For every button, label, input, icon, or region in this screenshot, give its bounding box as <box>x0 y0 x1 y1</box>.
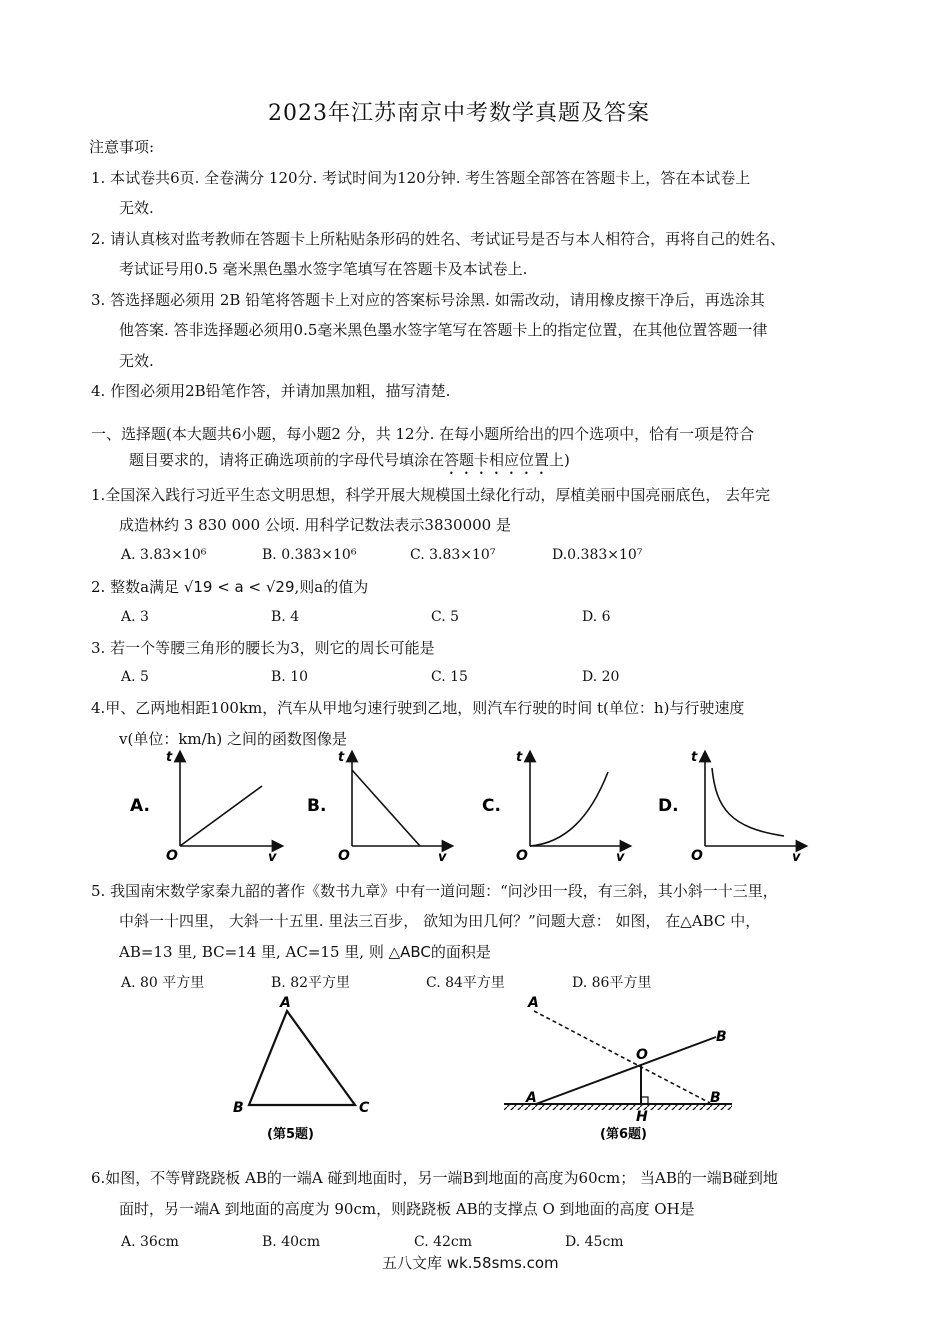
q4-graph-d <box>658 750 802 865</box>
q4-graph-a-label: A. <box>130 796 150 816</box>
q2-stem-a: 2. 整数a满足 <box>91 578 180 596</box>
q3-option-c: C. 15 <box>431 669 468 685</box>
q2-option-d: D. 6 <box>582 609 611 625</box>
q6-option-c: C. 42cm <box>414 1234 473 1250</box>
q4-graphs <box>120 748 820 868</box>
section-1-instruction-a: 题目要求的，请将正确选项前的字母代号填涂在 <box>129 451 445 469</box>
q5-stem-line-3-b: 的面积是 <box>430 943 491 961</box>
q6-stem-line-2: 面时，另一端A 到地面的高度为 90cm，则跷跷板 AB的支撑点 O 到地面的高度 OH是 <box>119 1200 695 1218</box>
fig6-label-b-top: B <box>716 1029 727 1045</box>
q4-graph-d-t-label: t <box>691 750 698 765</box>
q4-stem-line-2: v(单位：km/h) 之间的函数图像是 <box>119 730 347 748</box>
q1-option-d: D.0.383×10⁷ <box>552 547 643 563</box>
section-1-instruction <box>129 450 570 478</box>
seesaw-dashed-position <box>534 1011 710 1103</box>
q4-graph-c <box>482 750 626 865</box>
fig6-label-a-top: A <box>528 995 539 1011</box>
seesaw-solid-position <box>536 1037 716 1104</box>
q2-inequality: √19 < a < √29 <box>183 578 295 596</box>
notice-item-2-line-1: 2. 请认真核对监考教师在答题卡上所粘贴条形码的姓名、考试证号是否与本人相符合，再将自己的姓名、 <box>91 230 786 248</box>
q5-option-c: C. 84平方里 <box>426 975 505 991</box>
q1-stem-line-2: 成造林约 3 830 000 公顷. 用科学记数法表示3830000 是 <box>119 516 511 534</box>
q6-option-b: B. 40cm <box>262 1234 321 1250</box>
section-1-emphasis: 答题卡相应位置 <box>444 451 550 469</box>
q4-graph-c-t-label: t <box>516 750 523 765</box>
q4-graph-b-line <box>352 770 420 846</box>
notice-heading: 注意事项: <box>89 138 155 156</box>
q5-stem-line-3 <box>119 942 491 962</box>
q3-stem: 3. 若一个等腰三角形的腰长为3，则它的周长可能是 <box>91 639 435 657</box>
q5-option-b: B. 82平方里 <box>271 975 351 991</box>
q5-stem-line-1: 5. 我国南宋数学家秦九韶的著作《数书九章》中有一道问题：“问沙田一段，有三斜，其小斜一十三里， <box>91 882 778 900</box>
q5-stem-line-2: 中斜一十四里， 大斜一十五里. 里法三百步， 欲知为田几何？”问题大意： 如图， 在△ABC 中， <box>119 912 761 930</box>
q4-graph-b <box>307 750 448 865</box>
q5-triangle-abc: △ABC <box>388 943 431 961</box>
q5-option-d: D. 86平方里 <box>572 975 652 991</box>
q4-graph-b-v-label: v <box>438 850 447 865</box>
q4-graph-c-curve <box>530 772 608 846</box>
fig5-caption: (第5题) <box>267 1127 314 1142</box>
q4-graph-d-label: D. <box>658 796 679 816</box>
q6-stem-line-1: 6.如图，不等臂跷跷板 AB的一端A 碰到地面时，另一端B到地面的高度为60cm； 当AB的一端B碰到地 <box>91 1169 778 1187</box>
notice-item-3-line-2: 他答案. 答非选择题必须用0.5毫米黑色墨水签字笔写在答题卡上的指定位置，在其他位置答题一律 <box>119 321 768 339</box>
fig6-label-b-bottom: B <box>710 1090 721 1106</box>
figure-5-triangle <box>225 995 385 1145</box>
notice-item-3-line-3: 无效. <box>119 352 154 370</box>
q4-graph-d-v-label: v <box>792 850 801 865</box>
section-1-heading: 一、选择题(本大题共6小题，每小题2 分，共 12分. 在每小题所给出的四个选项中，恰有一项是符合 <box>91 425 755 443</box>
q1-option-c: C. 3.83×10⁷ <box>410 547 496 563</box>
fig6-label-h: H <box>636 1109 648 1125</box>
triangle-abc-shape <box>249 1011 355 1105</box>
q5-stem-line-3-a: AB=13 里, BC=14 里, AC=15 里, 则 <box>119 943 384 961</box>
q4-graph-a <box>130 750 278 865</box>
q3-option-a: A. 5 <box>121 669 149 685</box>
q5-option-a: A. 80 平方里 <box>121 975 205 991</box>
notice-item-2-line-2: 考试证号用0.5 毫米黑色墨水签字笔填写在答题卡及本试卷上. <box>119 260 528 278</box>
q4-graph-b-label: B. <box>307 796 327 816</box>
q4-graph-b-origin: O <box>338 848 350 864</box>
fig5-vertex-c: C <box>359 1100 370 1116</box>
q4-graph-a-line <box>180 786 262 846</box>
notice-item-4: 4. 作图必须用2B铅笔作答，并请加黑加粗，描写清楚. <box>91 382 451 400</box>
page-title: 2023年江苏南京中考数学真题及答案 <box>268 101 650 126</box>
q4-stem-line-1: 4.甲、乙两地相距100km，汽车从甲地匀速行驶到乙地，则汽车行驶的时间 t(单位：h)与行驶速度 <box>91 699 745 717</box>
q2-option-a: A. 3 <box>121 609 149 625</box>
section-1-instruction-c: 上) <box>549 451 570 469</box>
q1-option-a: A. 3.83×10⁶ <box>121 547 207 563</box>
fig6-label-o: O <box>636 1047 648 1063</box>
notice-item-1-line-2: 无效. <box>119 199 154 217</box>
fig6-label-a-bottom: A <box>526 1090 537 1106</box>
q2-stem <box>91 577 368 597</box>
q3-option-b: B. 10 <box>271 669 309 685</box>
q1-option-b: B. 0.383×10⁶ <box>262 547 357 563</box>
q4-graph-b-t-label: t <box>338 750 345 765</box>
notice-item-3-line-1: 3. 答选择题必须用 2B 铅笔将答题卡上对应的答案标号涂黑. 如需改动，请用橡皮擦干净后，再选涂其 <box>91 291 765 309</box>
notice-item-1-line-1: 1. 本试卷共6页. 全卷满分 120分. 考试时间为120分钟. 考生答题全部答在答题卡上，答在本试卷上 <box>91 169 751 187</box>
q2-option-c: C. 5 <box>431 609 460 625</box>
fig6-caption: (第6题) <box>600 1127 647 1142</box>
fig5-vertex-a: A <box>280 995 291 1011</box>
q3-option-d: D. 20 <box>582 669 620 685</box>
q4-graph-c-v-label: v <box>616 850 625 865</box>
figure-6-seesaw <box>500 995 740 1145</box>
q2-stem-b: ,则a的值为 <box>294 578 369 596</box>
q4-graph-c-label: C. <box>482 796 501 816</box>
q4-graph-d-curve <box>712 768 784 836</box>
q2-option-b: B. 4 <box>271 609 300 625</box>
right-angle-mark <box>641 1097 648 1104</box>
q4-graph-a-v-label: v <box>268 850 277 865</box>
q4-graph-a-origin: O <box>166 848 178 864</box>
footer-watermark: 五八文库 wk.58sms.com <box>382 1254 559 1272</box>
q4-graph-d-origin: O <box>691 848 703 864</box>
fig5-vertex-b: B <box>233 1100 244 1116</box>
q6-option-d: D. 45cm <box>565 1234 624 1250</box>
q4-graph-a-t-label: t <box>166 750 173 765</box>
q1-stem-line-1: 1.全国深入践行习近平生态文明思想，科学开展大规模国土绿化行动，厚植美丽中国亮丽底色， 去年完 <box>91 486 771 504</box>
q6-option-a: A. 36cm <box>121 1234 179 1250</box>
q4-graph-c-origin: O <box>516 848 528 864</box>
